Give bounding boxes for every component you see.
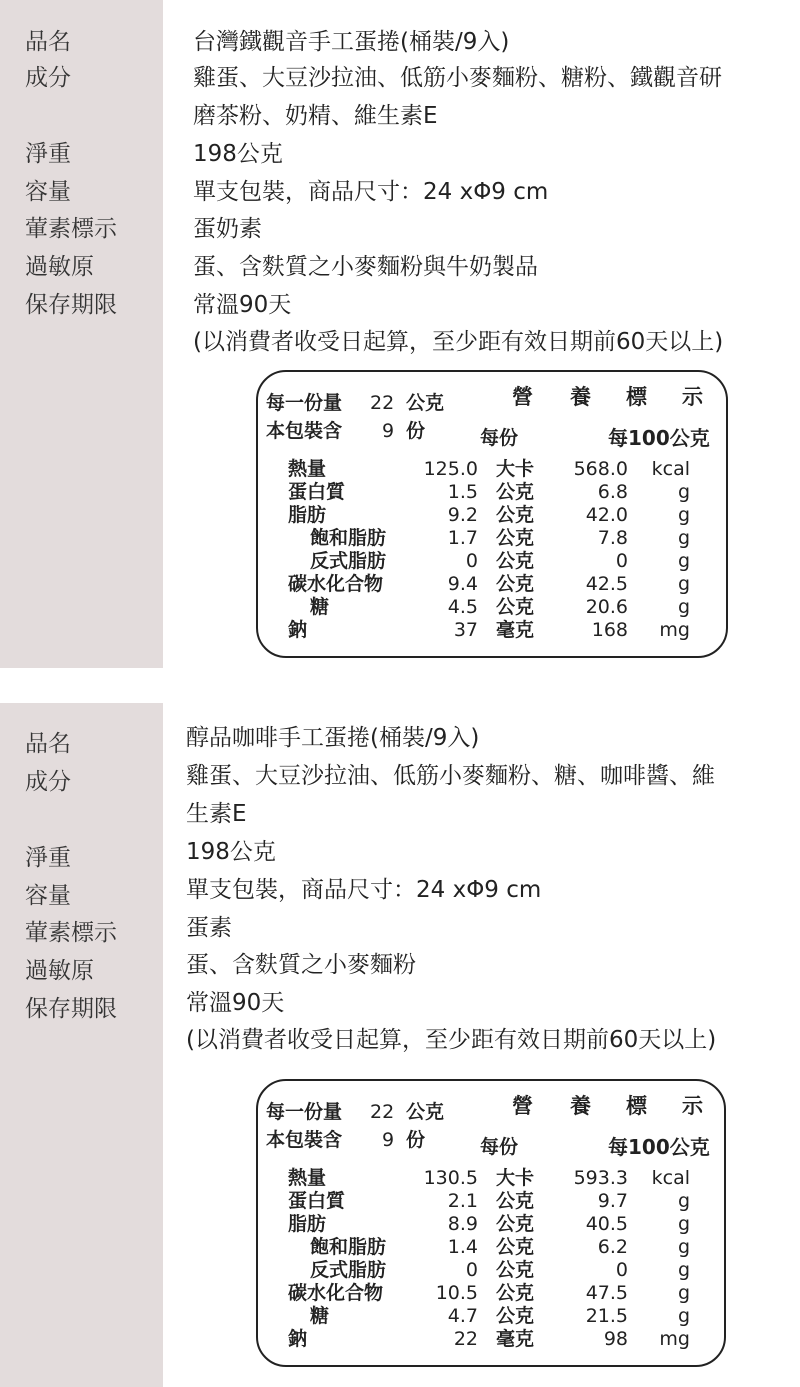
nutrient-per-100g: 42.5 [585, 573, 628, 595]
label-vegetarian: 葷素標示 [25, 920, 117, 946]
nutrient-name: 鈉 [288, 1328, 308, 1350]
label-name: 品名 [25, 29, 71, 55]
label-capacity: 容量 [25, 883, 71, 909]
shelf-life-line-1: 常溫90天 [193, 292, 292, 318]
vegetarian-value: 蛋奶素 [193, 216, 262, 242]
nutrient-per-100g-unit: mg [659, 1328, 690, 1350]
nutrient-per-serving-unit: 公克 [496, 481, 535, 503]
nutrient-per-100g-unit: g [677, 1213, 690, 1235]
nutrient-per-serving: 9.2 [447, 504, 478, 526]
nutrient-per-serving-unit: 公克 [496, 527, 535, 549]
nutrient-per-serving-unit: 大卡 [496, 1167, 535, 1189]
nutrient-per-100g: 168 [591, 619, 628, 641]
nutrient-per-serving-unit: 公克 [496, 1259, 535, 1281]
servings-per-package-value: 9 [382, 420, 395, 442]
serving-size-unit: 公克 [406, 392, 445, 414]
nutrient-per-serving: 130.5 [423, 1167, 478, 1189]
nutrient-per-100g: 98 [603, 1328, 628, 1350]
label-vegetarian: 葷素標示 [25, 216, 117, 242]
label-capacity: 容量 [25, 179, 71, 205]
nutrient-per-serving-unit: 毫克 [496, 619, 535, 641]
nutrient-per-serving: 1.4 [447, 1236, 478, 1258]
nutrition-title-char: 示 [682, 1094, 703, 1118]
label-column-background [0, 703, 163, 1387]
nutrition-title-char: 養 [570, 1094, 591, 1118]
nutrient-name: 脂肪 [288, 1213, 327, 1235]
nutrient-per-serving: 22 [453, 1328, 478, 1350]
label-allergen: 過敏原 [25, 254, 94, 280]
per-100g-header: 每100公克 [608, 426, 710, 450]
serving-size-label: 每一份量 [266, 1101, 343, 1123]
nutrient-name: 碳水化合物 [288, 1282, 384, 1304]
label-allergen: 過敏原 [25, 958, 94, 984]
nutrient-per-100g: 6.2 [597, 1236, 628, 1258]
nutrient-per-100g: 9.7 [597, 1190, 628, 1212]
serving-size-unit: 公克 [406, 1101, 445, 1123]
nutrient-per-serving: 8.9 [447, 1213, 478, 1235]
nutrient-name: 蛋白質 [288, 1190, 346, 1212]
per-serving-header: 每份 [480, 1136, 519, 1158]
product-panel-2 [0, 703, 800, 1387]
ingredients-line-1: 雞蛋、大豆沙拉油、低筋小麥麵粉、糖粉、鐵觀音研 [193, 65, 722, 91]
nutrient-per-100g: 47.5 [585, 1282, 628, 1304]
nutrient-per-100g: 6.8 [597, 481, 628, 503]
label-name: 品名 [25, 731, 71, 757]
nutrient-per-serving: 0 [465, 1259, 478, 1281]
nutrient-per-100g: 21.5 [585, 1305, 628, 1327]
serving-size-value: 22 [370, 1101, 395, 1123]
label-net-weight: 淨重 [25, 845, 71, 871]
product-name: 醇品咖啡手工蛋捲(桶裝/9入) [186, 725, 480, 751]
nutrient-per-100g-unit: g [677, 596, 690, 618]
nutrient-per-100g: 0 [615, 1259, 628, 1281]
capacity-value: 單支包裝，商品尺寸：24 xΦ9 cm [186, 877, 542, 903]
servings-per-package-unit: 份 [406, 1129, 426, 1151]
label-ingredients: 成分 [25, 769, 71, 795]
nutrient-per-serving: 2.1 [447, 1190, 478, 1212]
nutrient-per-100g-unit: g [677, 1190, 690, 1212]
nutrient-per-serving: 9.4 [447, 573, 478, 595]
nutrient-per-100g: 40.5 [585, 1213, 628, 1235]
nutrient-per-serving-unit: 公克 [496, 550, 535, 572]
nutrient-name: 熱量 [288, 1167, 327, 1189]
nutrient-per-100g: 20.6 [585, 596, 628, 618]
nutrient-name: 鈉 [288, 619, 308, 641]
nutrient-per-serving-unit: 公克 [496, 1236, 535, 1258]
nutrition-title-char: 養 [570, 385, 591, 409]
servings-per-package-value: 9 [382, 1129, 395, 1151]
nutrient-per-100g-unit: g [677, 527, 690, 549]
nutrient-per-100g-unit: g [677, 573, 690, 595]
nutrient-per-serving-unit: 公克 [496, 504, 535, 526]
label-net-weight: 淨重 [25, 141, 71, 167]
nutrient-name: 糖 [310, 596, 330, 618]
shelf-life-line-2: (以消費者收受日起算，至少距有效日期前60天以上) [186, 1027, 717, 1053]
per-serving-header: 每份 [480, 427, 519, 449]
nutrition-title-char: 營 [512, 385, 533, 409]
nutrient-per-serving: 4.5 [447, 596, 478, 618]
label-ingredients: 成分 [25, 65, 71, 91]
nutrition-title-char: 標 [626, 385, 647, 409]
nutrient-per-serving: 37 [453, 619, 478, 641]
serving-size-label: 每一份量 [266, 392, 343, 414]
nutrition-title-char: 營 [512, 1094, 533, 1118]
label-column-background [0, 0, 163, 668]
net-weight-value: 198公克 [186, 839, 276, 865]
nutrient-per-100g: 593.3 [573, 1167, 628, 1189]
servings-per-package-label: 本包裝含 [266, 420, 343, 442]
ingredients-line-2: 生素E [186, 801, 247, 827]
allergen-value: 蛋、含麩質之小麥麵粉與牛奶製品 [193, 254, 538, 280]
nutrient-per-serving: 0 [465, 550, 478, 572]
nutrition-title-char: 標 [626, 1094, 647, 1118]
product-panel-1 [0, 0, 800, 668]
nutrient-name: 脂肪 [288, 504, 327, 526]
nutrient-per-100g-unit: g [677, 550, 690, 572]
ingredients-line-2: 磨茶粉、奶精、維生素E [193, 103, 438, 129]
nutrient-per-100g-unit: g [677, 481, 690, 503]
nutrient-name: 熱量 [288, 458, 327, 480]
nutrient-per-serving: 1.7 [447, 527, 478, 549]
allergen-value: 蛋、含麩質之小麥麵粉 [186, 952, 416, 978]
nutrient-per-100g-unit: g [677, 1236, 690, 1258]
nutrient-name: 糖 [310, 1305, 330, 1327]
nutrient-per-serving-unit: 公克 [496, 596, 535, 618]
nutrient-per-serving: 1.5 [447, 481, 478, 503]
nutrient-per-100g: 42.0 [585, 504, 628, 526]
nutrient-per-serving-unit: 大卡 [496, 458, 535, 480]
nutrient-per-100g-unit: g [677, 1259, 690, 1281]
nutrient-per-100g-unit: kcal [651, 458, 690, 480]
nutrition-facts-box [256, 1079, 726, 1367]
label-shelf-life: 保存期限 [25, 996, 117, 1022]
nutrient-name: 飽和脂肪 [310, 527, 387, 549]
shelf-life-line-2: (以消費者收受日起算，至少距有效日期前60天以上) [193, 329, 724, 355]
vegetarian-value: 蛋素 [186, 915, 232, 941]
net-weight-value: 198公克 [193, 141, 283, 167]
nutrient-per-serving-unit: 公克 [496, 1282, 535, 1304]
nutrient-name: 反式脂肪 [310, 550, 387, 572]
label-shelf-life: 保存期限 [25, 292, 117, 318]
servings-per-package-label: 本包裝含 [266, 1129, 343, 1151]
nutrient-per-serving: 125.0 [423, 458, 478, 480]
serving-size-value: 22 [370, 392, 395, 414]
nutrient-per-serving-unit: 公克 [496, 1190, 535, 1212]
nutrient-name: 飽和脂肪 [310, 1236, 387, 1258]
product-name: 台灣鐵觀音手工蛋捲(桶裝/9入) [193, 29, 510, 55]
nutrient-name: 蛋白質 [288, 481, 346, 503]
nutrient-per-serving-unit: 公克 [496, 1213, 535, 1235]
nutrient-per-serving-unit: 公克 [496, 573, 535, 595]
nutrition-title-char: 示 [682, 385, 703, 409]
nutrient-per-100g-unit: kcal [651, 1167, 690, 1189]
nutrient-name: 反式脂肪 [310, 1259, 387, 1281]
nutrient-per-100g-unit: g [677, 1282, 690, 1304]
nutrient-per-serving-unit: 毫克 [496, 1328, 535, 1350]
nutrition-facts-box [256, 370, 728, 658]
nutrient-per-serving: 10.5 [435, 1282, 478, 1304]
nutrient-per-100g-unit: mg [659, 619, 690, 641]
capacity-value: 單支包裝，商品尺寸：24 xΦ9 cm [193, 179, 549, 205]
nutrient-per-100g-unit: g [677, 504, 690, 526]
nutrient-per-serving: 4.7 [447, 1305, 478, 1327]
nutrient-per-serving-unit: 公克 [496, 1305, 535, 1327]
nutrient-per-100g: 7.8 [597, 527, 628, 549]
nutrient-per-100g-unit: g [677, 1305, 690, 1327]
servings-per-package-unit: 份 [406, 420, 426, 442]
ingredients-line-1: 雞蛋、大豆沙拉油、低筋小麥麵粉、糖、咖啡醬、維 [186, 763, 715, 789]
nutrient-per-100g: 0 [615, 550, 628, 572]
nutrient-per-100g: 568.0 [573, 458, 628, 480]
per-100g-header: 每100公克 [608, 1135, 710, 1159]
nutrient-name: 碳水化合物 [288, 573, 384, 595]
shelf-life-line-1: 常溫90天 [186, 990, 285, 1016]
